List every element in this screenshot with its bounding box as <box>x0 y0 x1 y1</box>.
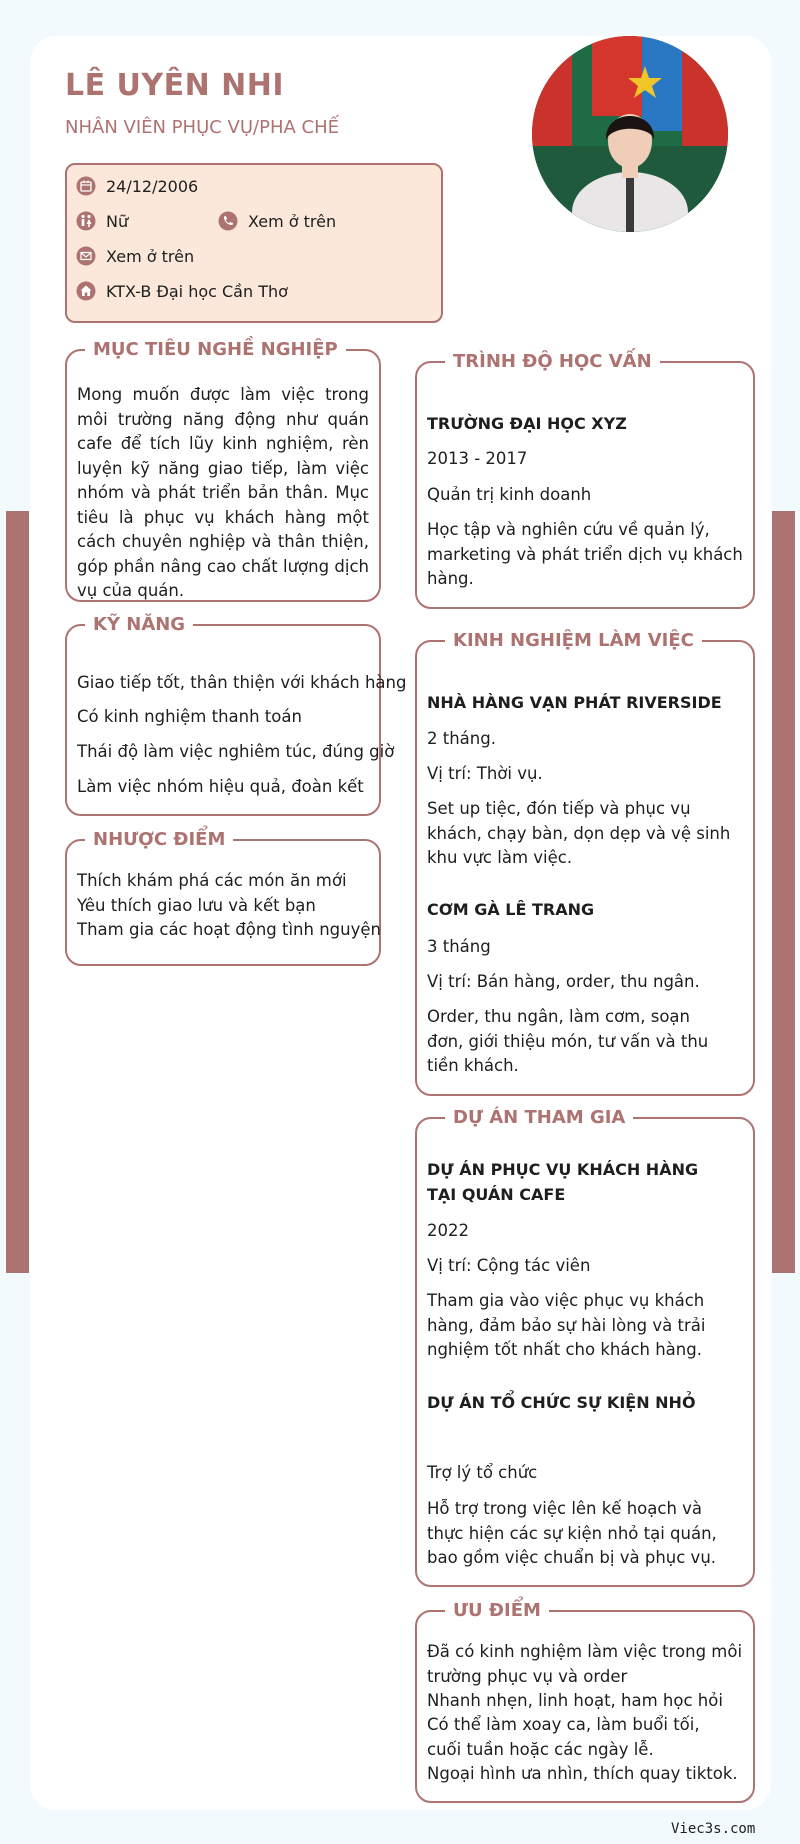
section-title: MỤC TIÊU NGHỀ NGHIỆP <box>85 338 346 362</box>
contact-gender <box>76 211 128 231</box>
company-name: CƠM GÀ LÊ TRANG <box>427 900 595 919</box>
email-value: Xem ở trên <box>106 246 195 266</box>
project-description: Hỗ trợ trong việc lên kế hoạch và thực hiện các sự kiện nhỏ tại quán, bao gồm việc chuẩn bị và phục vụ. <box>427 1499 717 1567</box>
project-year: 2022 <box>427 1221 469 1240</box>
project-role: Trợ lý tổ chức <box>427 1463 538 1482</box>
objective-text: Mong muốn được làm việc trong môi trường năng động như quán cafe để tích lũy kinh nghiệm, rèn luyện kỹ năng giao tiếp, làm việc nhóm và phát triển bản thân. Mục tiêu là phục vụ khách hàng một cách chuyên nghiệp và thân thiện, góp phần nâng cao chất lượng dịch vụ của quán. <box>77 385 369 600</box>
school-name: TRƯỜNG ĐẠI HỌC XYZ <box>427 414 627 433</box>
phone-value: Xem ở trên <box>248 211 337 231</box>
list-item: Tham gia các hoạt động tình nguyện <box>77 920 381 939</box>
list-item: Ngoại hình ưa nhìn, thích quay tiktok. <box>427 1764 738 1783</box>
list-item: Có thể làm xoay ca, làm buổi tối, cuối tuần hoặc các ngày lễ. <box>427 1715 700 1759</box>
list-item: Nhanh nhẹn, linh hoạt, ham học hỏi <box>427 1691 723 1710</box>
education-description: Học tập và nghiên cứu về quản lý, marketing và phát triển dịch vụ khách hàng. <box>427 520 743 588</box>
project-name: DỰ ÁN TỔ CHỨC SỰ KIỆN NHỎ <box>427 1393 696 1412</box>
phone-icon <box>218 211 238 231</box>
section-title: NHƯỢC ĐIỂM <box>85 828 233 852</box>
job-title: NHÂN VIÊN PHỤC VỤ/PHA CHẾ <box>65 117 339 138</box>
job-position: Vị trí: Thời vụ. <box>427 764 543 783</box>
home-icon <box>76 281 96 301</box>
list-item: Làm việc nhóm hiệu quả, đoàn kết <box>77 777 364 796</box>
job-description: Set up tiệc, đón tiếp và phục vụ khách, chạy bàn, dọn dẹp và vệ sinh khu vực làm việc. <box>427 799 731 867</box>
left-decor-band <box>6 511 29 1273</box>
company-name: NHÀ HÀNG VẠN PHÁT RIVERSIDE <box>427 693 722 712</box>
list-item: Có kinh nghiệm thanh toán <box>77 707 302 726</box>
job-duration: 2 tháng. <box>427 729 496 748</box>
list-item: Yêu thích giao lưu và kết bạn <box>77 896 316 915</box>
contact-birthday <box>76 176 198 196</box>
right-decor-band <box>772 511 795 1273</box>
list-item: Thái độ làm việc nghiêm túc, đúng giờ <box>77 742 395 761</box>
contact-phone <box>218 211 336 231</box>
contact-email <box>76 246 194 266</box>
section-title: DỰ ÁN THAM GIA <box>445 1106 633 1130</box>
education-major: Quản trị kinh doanh <box>427 485 592 504</box>
project-role: Vị trí: Cộng tác viên <box>427 1256 591 1275</box>
section-title: KỸ NĂNG <box>85 613 193 637</box>
list-item: Giao tiếp tốt, thân thiện với khách hàng <box>77 673 407 692</box>
job-position: Vị trí: Bán hàng, order, thu ngân. <box>427 972 700 991</box>
project-name: DỰ ÁN PHỤC VỤ KHÁCH HÀNG TẠI QUÁN CAFE <box>427 1160 699 1204</box>
gender-icon <box>76 211 96 231</box>
education-period: 2013 - 2017 <box>427 449 528 468</box>
section-title: ƯU ĐIỂM <box>445 1599 549 1623</box>
avatar-photo <box>532 36 728 232</box>
section-title: KINH NGHIỆM LÀM VIỆC <box>445 629 702 653</box>
list-item: Thích khám phá các món ăn mới <box>77 871 347 890</box>
contact-address <box>76 281 288 301</box>
mail-icon <box>76 246 96 266</box>
list-item: Đã có kinh nghiệm làm việc trong môi trường phục vụ và order <box>427 1642 743 1686</box>
address-value: KTX-B Đại học Cần Thơ <box>106 281 288 301</box>
watermark: Viec3s.com <box>671 1821 756 1837</box>
job-duration: 3 tháng <box>427 937 491 956</box>
job-description: Order, thu ngân, làm cơm, soạn đơn, giới thiệu món, tư vấn và thu tiền khách. <box>427 1007 709 1075</box>
candidate-name: LÊ UYÊN NHI <box>65 68 285 103</box>
gender-value: Nữ <box>106 211 129 231</box>
section-title: TRÌNH ĐỘ HỌC VẤN <box>445 350 660 374</box>
project-description: Tham gia vào việc phục vụ khách hàng, đảm bảo sự hài lòng và trải nghiệm tốt nhất cho khách hàng. <box>427 1291 706 1359</box>
calendar-icon <box>76 176 96 196</box>
birthday-value: 24/12/2006 <box>106 176 199 196</box>
